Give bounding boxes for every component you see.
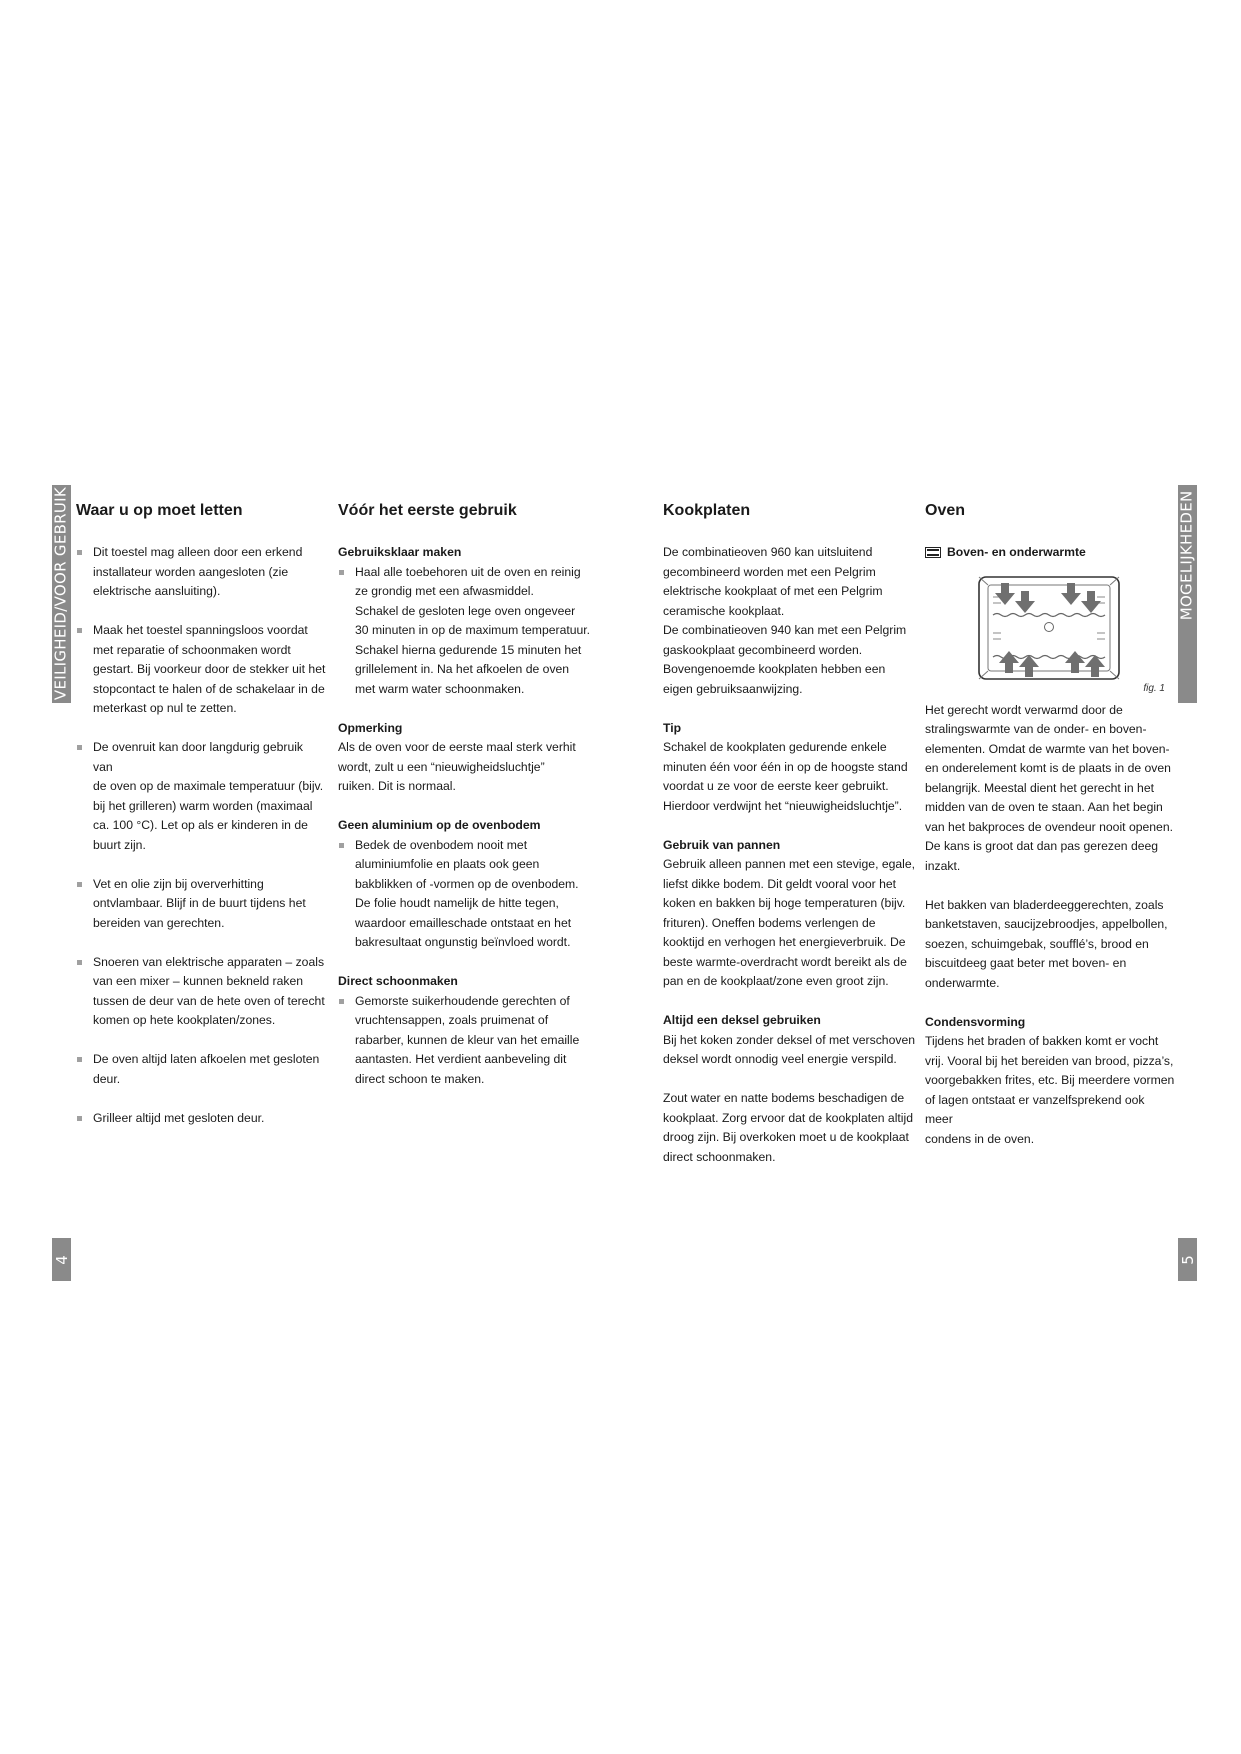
subheading: Altijd een deksel gebruiken [663,1013,821,1027]
column-first-use [338,500,598,1089]
column-safety [76,500,326,1128]
paragraph: Het bakken van bladerdeeggerechten, zoals banketstaven, saucijzebroodjes, appelbollen, soezen, schuimgebak, soufflé’s, brood en biscuitdeeg gaat beter met boven- en onderwarmte. [925,897,1168,990]
subheading: Direct schoonmaken [338,974,458,988]
list-item: De ovenruit kan door langdurig gebruik van de oven op de maximale temperatuur (bijv. bij het grilleren) warm worden (maximaal ca. 100 °C). Let op als er kinderen in de buurt zijn. [76,738,326,855]
list-item: Dit toestel mag alleen door een erkend installateur worden aangesloten (zie elektrische aansluiting). [76,543,326,602]
side-tab-left-label: VEILIGHEID/VOOR GEBRUIK [51,486,70,701]
oven-diagram [925,573,1175,693]
list-item: Maak het toestel spanningsloos voordat met reparatie of schoonmaken wordt gestart. Bij voorkeur door de stekker uit het stopcontact te halen of de schakelaar in de meterkast op nul te zetten. [76,621,326,719]
paragraph: Tijdens het braden of bakken komt er vocht vrij. Vooral bij het bereiden van brood, pizza’s, voorgebakken frites, etc. Bij meerdere vormen of lagen ontstaat er vanzelfsprekend ook meer condens in de oven. [925,1034,1175,1146]
oven-heating-figure [925,573,1175,693]
page-number-left: 4 [52,1238,71,1281]
list-item: Grilleer altijd met gesloten deur. [76,1109,326,1129]
section-title: Kookplaten [663,502,751,519]
oven-top-bottom-heat-icon [925,547,941,558]
section-title: Oven [925,502,966,519]
subheading: Gebruiksklaar maken [338,545,462,559]
page-number-right: 5 [1178,1238,1197,1281]
subheading: Gebruik van pannen [663,837,781,852]
paragraph: Bij het koken zonder deksel of met verschoven deksel wordt onnodig veel energie verspild. [663,1032,916,1066]
column-hobs [663,500,925,1167]
list-item: Snoeren van elektrische apparaten – zoals van een mixer – kunnen bekneld raken tussen de deur van de hete oven of terecht komen op hete kookplaten/zones. [76,953,326,1031]
column-oven [925,500,1175,1149]
list-item: De oven altijd laten afkoelen met gesloten deur. [76,1050,326,1089]
list-item: Haal alle toebehoren uit de oven en reinig ze grondig met een afwasmiddel. Schakel de gesloten lege oven ongeveer 30 minuten in op de maximum temperatuur. Schakel hierna gedurende 15 minuten het grillelement in. Na het afkoelen de oven met warm water schoonmaken. [338,563,598,700]
section-title: Vóór het eerste gebruik [338,502,517,519]
list-item: Gemorste suikerhoudende gerechten of vruchtensappen, zoals pruimenat of rabarber, kunnen de kleur van het emaille aantasten. Het verdient aanbeveling dit direct schoon te maken. [338,992,598,1090]
paragraph: Schakel de kookplaten gedurende enkele minuten één voor één in op de hoogste stand voordat u ze voor de eerste keer gebruikt. Hierdoor verdwijnt het “nieuwigheidsluchtje”. [663,740,908,813]
paragraph: Gebruik alleen pannen met een stevige, egale, liefst dikke bodem. Dit geldt vooral voor het koken en bakken bij hoge temperaturen (bijv. frituren). Oneffen bodems verlengen de kooktijd en verhogen het energieverbruik. De beste warmte-overdracht wordt bereikt als de pan en de kookplaat/zone even groot zijn. [663,857,916,988]
paragraph: De combinatieoven 960 kan uitsluitend gecombineerd worden met een Pelgrim elektrische kookplaat of met een Pelgrim ceramische kookplaat. De combinatieoven 940 kan met een Pelgrim gaskookplaat gecombineerd worden. Bovengenoemde kookplaten hebben een eigen gebruiksaanwijzing. [663,545,907,696]
paragraph: Het gerecht wordt verwarmd door de stralingswarmte van de onder- en boven- elementen. Omdat de warmte van het boven- en onderelement komt is de plaats in de oven belangrijk. Meestal dient het gerecht in het midden van de oven te staan. Aan het begin van het bakproces de ovendeur nooit openen. De kans is groot dat dan pas gerezen deeg inzakt. [925,702,1173,873]
subheading: Condensvorming [925,1014,1026,1029]
paragraph: Zout water en natte bodems beschadigen de kookplaat. Zorg ervoor dat de kookplaten altijd droog zijn. Bij overkoken moet u de kookplaat direct schoonmaken. [663,1091,913,1164]
side-tab-right-label: MOGELIJKHEDEN [1177,490,1196,621]
mode-label: Boven- en onderwarmte [947,545,1086,559]
figure-caption: fig. 1 [1143,683,1165,694]
list-item: Vet en olie zijn bij oververhitting ontvlambaar. Blijf in de buurt tijdens het bereiden van gerechten. [76,875,326,934]
mode-row [925,543,1175,563]
subheading: Opmerking [338,720,403,735]
paragraph: Als de oven voor de eerste maal sterk verhit wordt, zult u een “nieuwigheidsluchtje” ruiken. Dit is normaal. [338,740,576,793]
subheading: Tip [663,720,682,735]
subheading: Geen aluminium op de ovenbodem [338,818,541,832]
section-title: Waar u op moet letten [76,502,243,519]
list-item: Bedek de ovenbodem nooit met aluminiumfolie en plaats ook geen bakblikken of -vormen op de ovenbodem. De folie houdt namelijk de hitte tegen, waardoor emailleschade ontstaat en het bakresultaat ongunstig beïnvloed wordt. [338,836,598,953]
